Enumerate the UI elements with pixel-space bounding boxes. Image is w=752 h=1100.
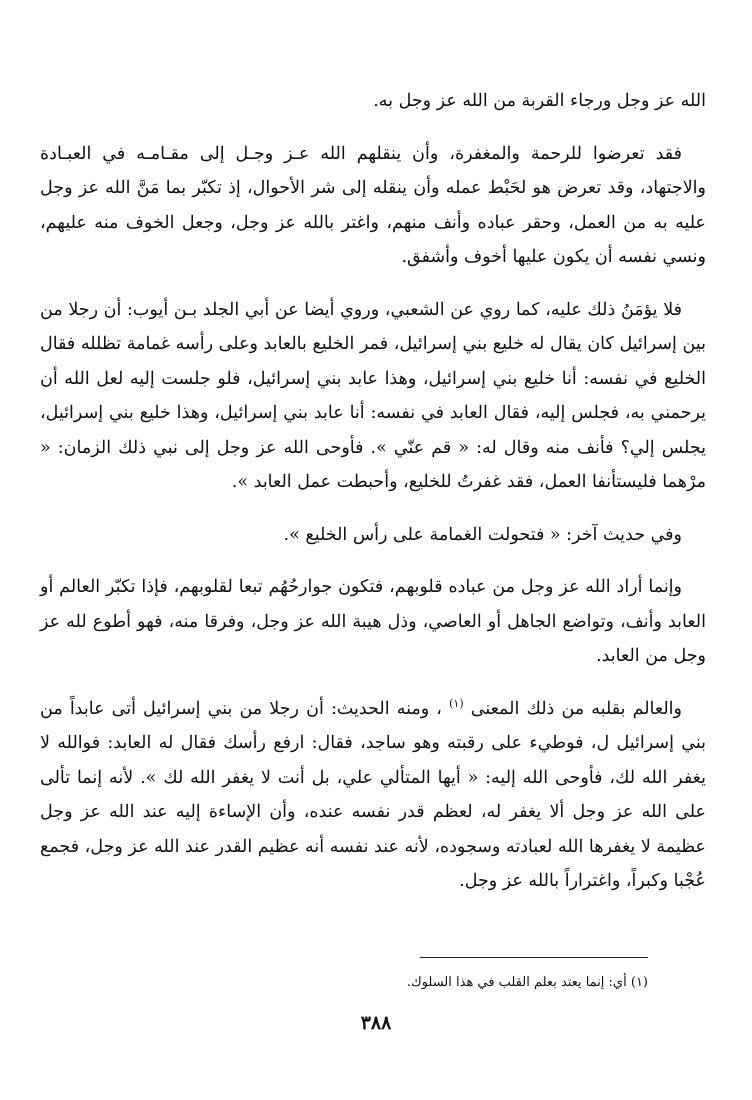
paragraph-other-hadith: وفي حديث آخر: « فتحولت الغمامة على رأس الخليع ». [283, 524, 682, 545]
paragraph-text-start: والعالم بقلبه من ذلك المعنى [470, 698, 682, 719]
paragraph-mercy-and-pride: فقد تعرضوا للرحمة والمغفرة، وأن ينقلهم الله عـز وجـل إلى مقـامـه في العبـادة والاجتهاد، وقد تعرض هو لحَبْط عمله وأن ينقله إلى شر الأحوال، إذ تكبّر بما مَنَّ الله عز وجل عليه به من العمل، وحقر عباده وأنف منهم، واغتر بالله عز وجل، وجعل الخوف منه عليهم، ونسي نفسه أن يكون عليها أخوف وأشفق. [40, 143, 706, 267]
paragraph-hearts: وإنما أراد الله عز وجل من عباده قلوبهم، فتكون جوارحُهُم تبعا لقلوبهم، فإذا تكبّر العالم أو العابد وأنف، وتواضع الجاهل أو العاصي، وذل هيبة الله عز وجل، وفرقا منه، فهو أطوع لله عز وجل من العابد. [40, 577, 706, 666]
main-text [40, 84, 706, 917]
footnote: (١) أي: إنما يعتد بعلم القلب في هذا السلوك. [406, 975, 648, 990]
footnote-divider [420, 957, 648, 958]
paragraph-text-rest: ، ومنه الحديث: أن رجلا من بني إسرائيل أتى عابداً من بني إسرائيل ل، فوطيء على رقبته وهو ساجد، فقال: ارفع رأسك فقال له العابد: فوالله لا يغفر الله لك، فأوحى الله إليه: « أيها المتألي علي، بل أنت لا يغفر الله لك ». لأنه إنما تألى على الله عز وجل ألا يغفر له، لعظم قدر نفسه عنده، وأن الإساءة إليه عند الله عز وجل عظيمة لا يغفرها الله لعبادته وسجوده، لأنه عند نفسه أنه عظيم القدر عند الله عز وجل، فجمع عُجْبا وكبراً، واغتراراً بالله عز وجل. [40, 698, 706, 891]
paragraph-continuation: الله عز وجل ورجاء القربة من الله عز وجل به. [373, 91, 706, 111]
footnote-reference[interactable]: (١) [449, 696, 464, 710]
page-number: ٣٨٨ [360, 1012, 392, 1034]
paragraph-scholar-hadith [40, 692, 706, 899]
paragraph-khali-story: فلا يؤمَنُ ذلك عليه، كما روي عن الشعبي، وروي أيضا عن أبي الجلد بـن أيوب: أن رجلا من بين إسرائيل كان يقال له خليع بني إسرائيل، فمر الخليع بالعابد وعلى رأسه غمامة تظلله فقال الخليع في نفسه: أنا خليع بني إسرائيل، وهذا عابد بني إسرائيل، فلو جلست إليه لعل الله أن يرحمني به، فجلس إليه، فقال العابد في نفسه: أنا عابد بني إسرائيل، وهذا خليع بني إسرائيل، يجلس إلي؟ فأنف منه وقال له: « قم عنّي ». فأوحى الله عز وجل إلى نبي ذلك الزمان: « مرْهما فليستأنفا العمل، فقد غفرتُ للخليع، وأحبطت عمل العابد ». [40, 299, 706, 492]
